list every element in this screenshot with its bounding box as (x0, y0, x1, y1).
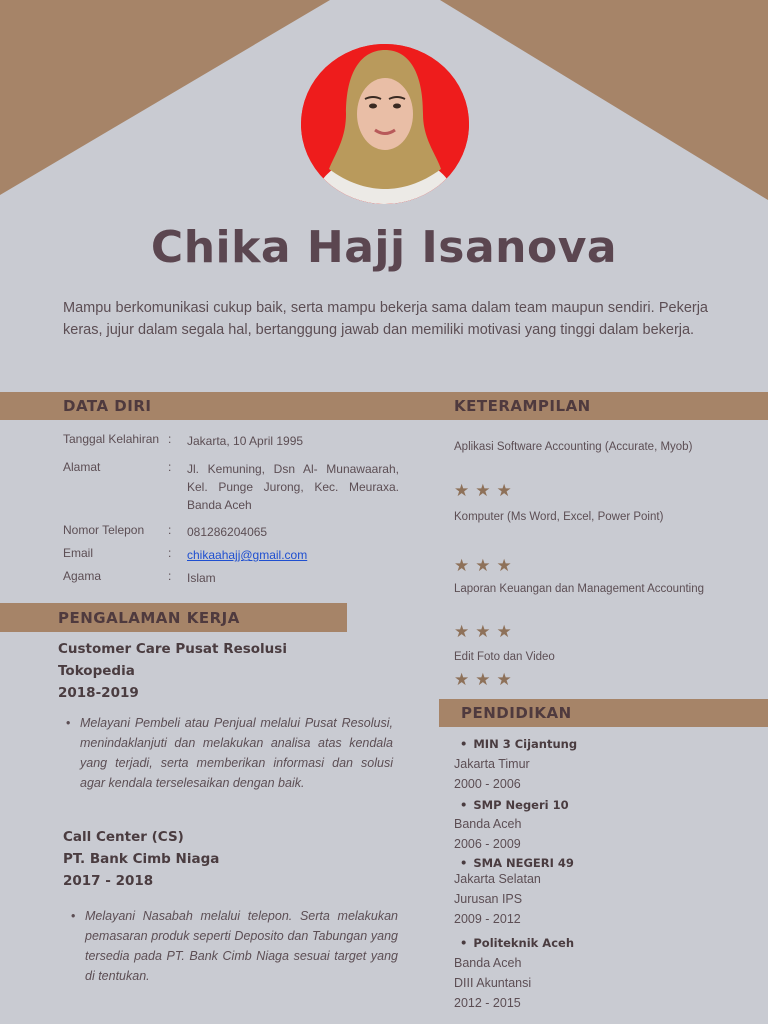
personal-colon: : (168, 523, 172, 537)
job-description-text: Melayani Nasabah melalui telepon. Serta melakukan pemasaran produk seperti Deposito dan Tabungan yang tersedia pada PT. Bank Cimb Niaga sesuai target yang di tentukan. (85, 909, 398, 983)
section-title-pendidikan: PENDIDIKAN (461, 704, 572, 722)
personal-key: Tanggal Kelahiran (63, 432, 160, 446)
bullet-icon: • (460, 798, 468, 812)
section-band-pengalaman (0, 603, 347, 632)
edu-line: 2006 - 2009 (454, 837, 521, 851)
edu-school-name: SMP Negeri 10 (473, 798, 569, 812)
edu-school (460, 737, 577, 751)
profile-summary: Mampu berkomunikasi cukup baik, serta mampu bekerja sama dalam team maupun sendiri. Pekerja keras, jujur dalam segala hal, bertanggung jawab dan memiliki motivasi yang tinggi dalam bekerja. (63, 300, 708, 338)
section-title-keterampilan: KETERAMPILAN (454, 397, 591, 415)
edu-school (460, 798, 569, 812)
job-description (66, 713, 393, 793)
personal-colon: : (168, 460, 172, 474)
edu-school-name: MIN 3 Cijantung (473, 737, 578, 751)
star-rating-icon: ★★★ (454, 622, 518, 641)
edu-school-name: Politeknik Aceh (473, 936, 575, 950)
personal-value: 081286204065 (187, 525, 268, 539)
skill-name: Komputer (Ms Word, Excel, Power Point) (454, 511, 664, 523)
edu-line: Banda Aceh (454, 817, 522, 831)
job-role: Call Center (CS) (63, 829, 184, 845)
section-band-main (0, 392, 768, 420)
edu-line: 2009 - 2012 (454, 912, 521, 926)
skill-name: Laporan Keuangan dan Management Accounting (454, 583, 705, 595)
edu-line: 2000 - 2006 (454, 777, 521, 791)
edu-line: Jakarta Selatan (454, 872, 541, 886)
section-band-pendidikan (439, 699, 768, 727)
skill-name: Edit Foto dan Video (454, 651, 555, 663)
personal-colon: : (168, 569, 172, 583)
star-rating-icon: ★★★ (454, 670, 518, 689)
personal-colon: : (168, 546, 172, 560)
bullet-icon: • (66, 716, 71, 730)
edu-line: Banda Aceh (454, 956, 522, 970)
bullet-icon: • (71, 909, 76, 923)
bullet-icon: • (460, 737, 468, 751)
job-period: 2017 - 2018 (63, 873, 154, 889)
job-company: Tokopedia (58, 663, 135, 679)
bullet-icon: • (460, 936, 468, 950)
personal-value: Jakarta, 10 April 1995 (187, 434, 304, 448)
edu-school (460, 856, 574, 870)
personal-key: Email (63, 546, 94, 560)
job-role: Customer Care Pusat Resolusi (58, 641, 287, 657)
job-company: PT. Bank Cimb Niaga (63, 851, 220, 867)
skill-name: Aplikasi Software Accounting (Accurate, Myob) (454, 441, 693, 453)
personal-value: Islam (187, 571, 216, 585)
job-description (71, 906, 398, 986)
job-description-text: Melayani Pembeli atau Penjual melalui Pusat Resolusi, menindaklanjuti dan melakukan analisa atas kendala yang terjadi, serta memberikan informasi dan solusi agar kendala terselesaikan dengan baik. (80, 716, 393, 790)
edu-line: Jurusan IPS (454, 892, 523, 906)
personal-key: Nomor Telepon (63, 523, 145, 537)
bullet-icon: • (460, 856, 468, 870)
star-rating-icon: ★★★ (454, 556, 518, 575)
personal-key: Alamat (63, 460, 101, 474)
profile-photo (301, 44, 469, 204)
section-title-data-diri: DATA DIRI (63, 397, 152, 415)
section-title-pengalaman: PENGALAMAN KERJA (58, 608, 240, 627)
edu-line: 2012 - 2015 (454, 996, 521, 1010)
profile-name: Chika Hajj Isanova (150, 222, 618, 273)
email-link[interactable]: chikaahajj@gmail.com (187, 548, 308, 562)
star-rating-icon: ★★★ (454, 481, 518, 500)
personal-value: Jl. Kemuning, Dsn Al- Munawaarah, Kel. Punge Jurong, Kec. Meuraxa. Banda Aceh (187, 462, 399, 512)
personal-colon: : (168, 432, 172, 446)
job-period: 2018-2019 (58, 685, 139, 701)
edu-line: DIII Akuntansi (454, 976, 532, 990)
edu-school-name: SMA NEGERI 49 (473, 856, 574, 870)
edu-line: Jakarta Timur (454, 757, 530, 771)
edu-school (460, 936, 574, 950)
personal-key: Agama (63, 569, 102, 583)
